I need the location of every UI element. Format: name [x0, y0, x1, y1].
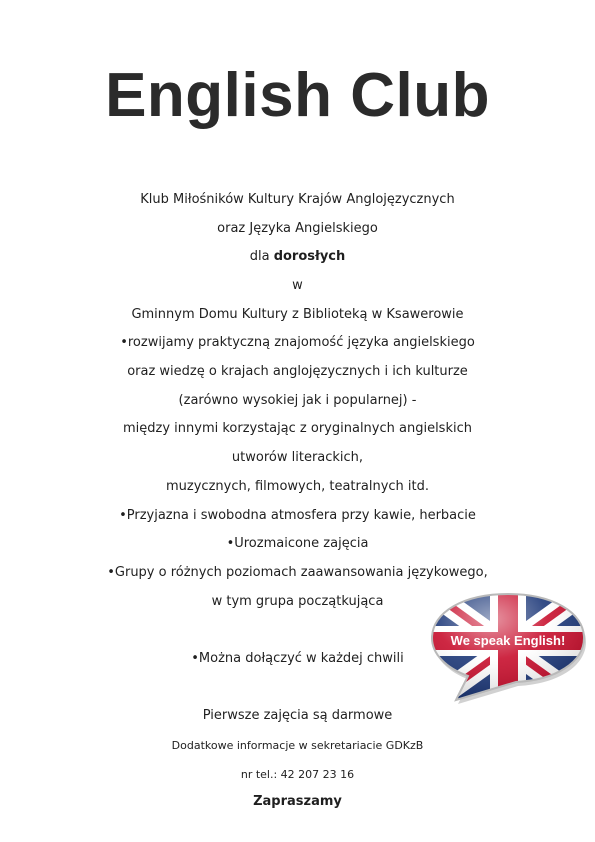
- audience-line: [0, 248, 595, 266]
- bubble-text: We speak English!: [450, 633, 566, 648]
- page-title: English Club: [105, 61, 490, 130]
- bullet-atmosphere: •Przyjazna i swobodna atmosfera przy kawie, herbacie: [119, 508, 476, 523]
- sources-line-2: utworów literackich,: [231, 450, 364, 465]
- audience-bold: dorosłych: [273, 249, 346, 264]
- we-speak-english-badge: [428, 590, 588, 705]
- culture-line: oraz wiedzę o krajach anglojęzycznych i ich kulturze: [127, 364, 468, 379]
- invitation-line: Zapraszamy: [253, 794, 342, 809]
- sources-line: między innymi korzystając z oryginalnych angielskich: [122, 421, 472, 436]
- bullet-join-anytime: •Można dołączyć w każdej chwili: [191, 651, 404, 666]
- groups-beginner-line: w tym grupa początkująca: [211, 594, 384, 609]
- bullet-practical-english: •rozwijamy praktyczną znajomość języka angielskiego: [120, 335, 475, 350]
- free-first-class: Pierwsze zajęcia są darmowe: [202, 708, 393, 723]
- location-line: Gminnym Domu Kultury z Biblioteką w Ksawerowie: [131, 307, 464, 322]
- union-jack-speech-bubble-icon: [428, 590, 588, 705]
- bullet-varied-classes: •Urozmaicone zajęcia: [226, 536, 369, 551]
- sources-line-3: muzycznych, filmowych, teatralnych itd.: [166, 479, 429, 494]
- phone-line: nr tel.: 42 207 23 16: [240, 768, 355, 781]
- club-name-line-2: oraz Języka Angielskiego: [217, 221, 378, 236]
- bullet-groups: •Grupy o różnych poziomach zaawansowania językowego,: [107, 565, 488, 580]
- audience-prefix: dla: [249, 249, 274, 264]
- location-connector: w: [292, 278, 303, 293]
- culture-note: (zarówno wysokiej jak i popularnej) -: [178, 393, 417, 408]
- club-name-line: Klub Miłośników Kultury Krajów Anglojęzycznych: [140, 192, 455, 207]
- more-info-line: Dodatkowe informacje w sekretariacie GDKzB: [171, 739, 424, 752]
